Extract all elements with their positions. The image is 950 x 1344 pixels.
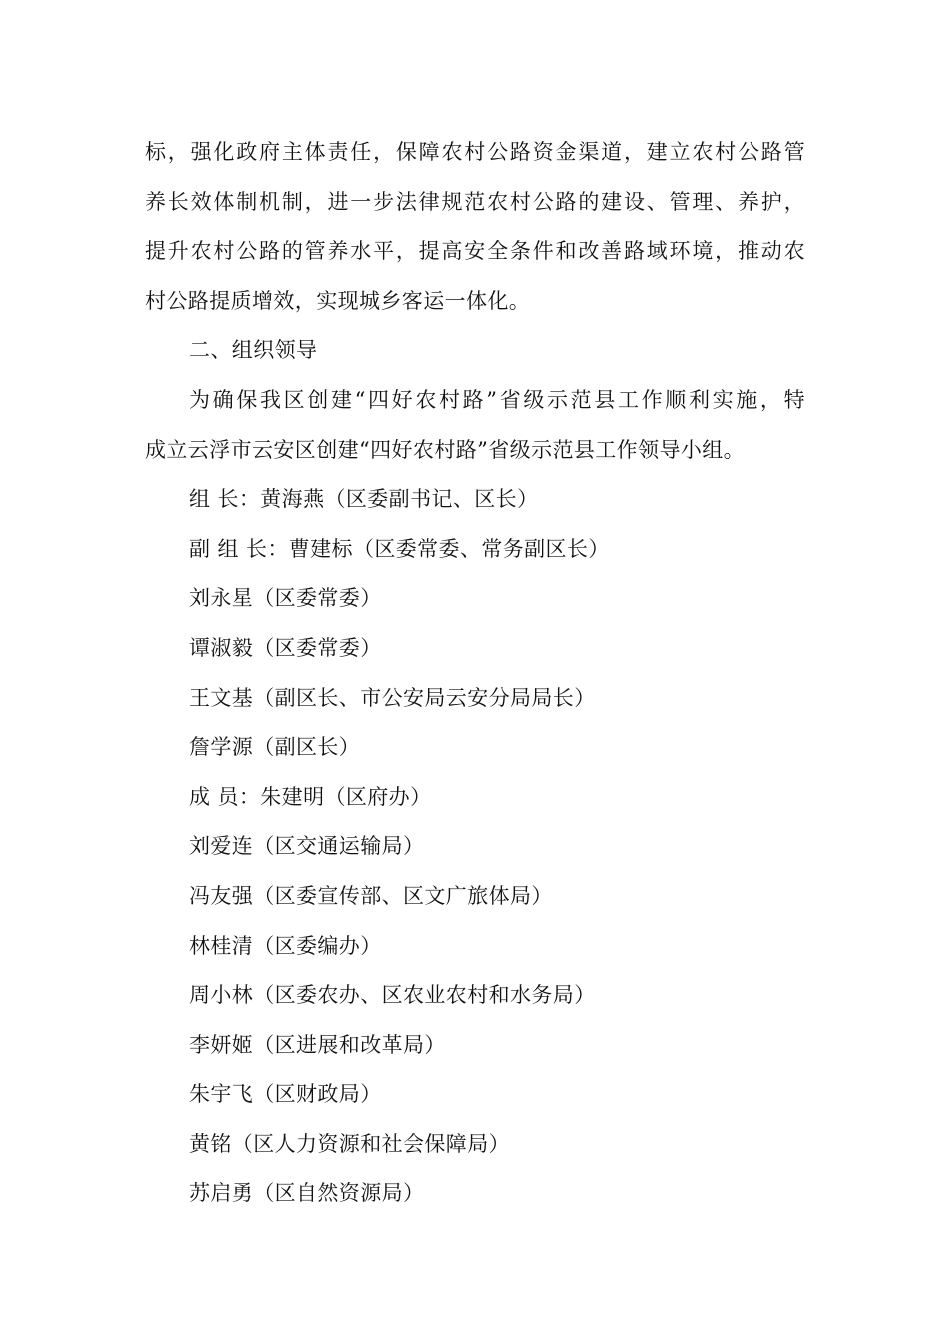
intro-line: 村公路提质增效，实现城乡客运一体化。 xyxy=(145,288,531,313)
member-item: 副 组 长：曹建标（区委常委、常务副区长） xyxy=(189,536,610,561)
section-line: 为确保我区创建“四好农村路”省级示范县工作顺利实施，特 xyxy=(189,387,805,412)
intro-line: 养长效体制机制，进一步法律规范农村公路的建设、管理、养护， xyxy=(145,189,805,214)
member-item: 冯友强（区委宣传部、区文广旅体局） xyxy=(189,883,553,908)
member-item: 李妍姬（区进展和改革局） xyxy=(189,1032,446,1057)
member-item: 周小林（区委农办、区农业农村和水务局） xyxy=(189,983,596,1008)
member-item: 刘永星（区委常委） xyxy=(189,586,382,611)
intro-paragraph xyxy=(145,128,805,326)
member-item: 林桂清（区委编办） xyxy=(189,933,382,958)
member-item: 成 员：朱建明（区府办） xyxy=(189,784,432,809)
member-item: 刘爱连（区交通运输局） xyxy=(189,834,425,859)
section-line: 成立云浮市云安区创建“四好农村路”省级示范县工作领导小组。 xyxy=(145,437,746,462)
member-item: 詹学源（副区长） xyxy=(189,735,361,760)
member-list xyxy=(145,475,805,1219)
document-body xyxy=(145,128,805,1219)
member-item: 王文基（副区长、市公安局云安分局局长） xyxy=(189,685,596,710)
member-item: 组 长：黄海燕（区委副书记、区长） xyxy=(189,487,539,512)
member-item: 苏启勇（区自然资源局） xyxy=(189,1181,425,1206)
intro-line: 提升农村公路的管养水平，提高安全条件和改善路域环境，推动农 xyxy=(145,239,805,264)
section-heading: 二、组织领导 xyxy=(189,338,318,363)
member-item: 黄铭（区人力资源和社会保障局） xyxy=(189,1131,510,1156)
intro-line: 标，强化政府主体责任，保障农村公路资金渠道，建立农村公路管 xyxy=(145,140,805,164)
member-item: 朱宇飞（区财政局） xyxy=(189,1082,382,1107)
section-paragraph xyxy=(145,376,805,475)
member-item: 谭淑毅（区委常委） xyxy=(189,635,382,660)
